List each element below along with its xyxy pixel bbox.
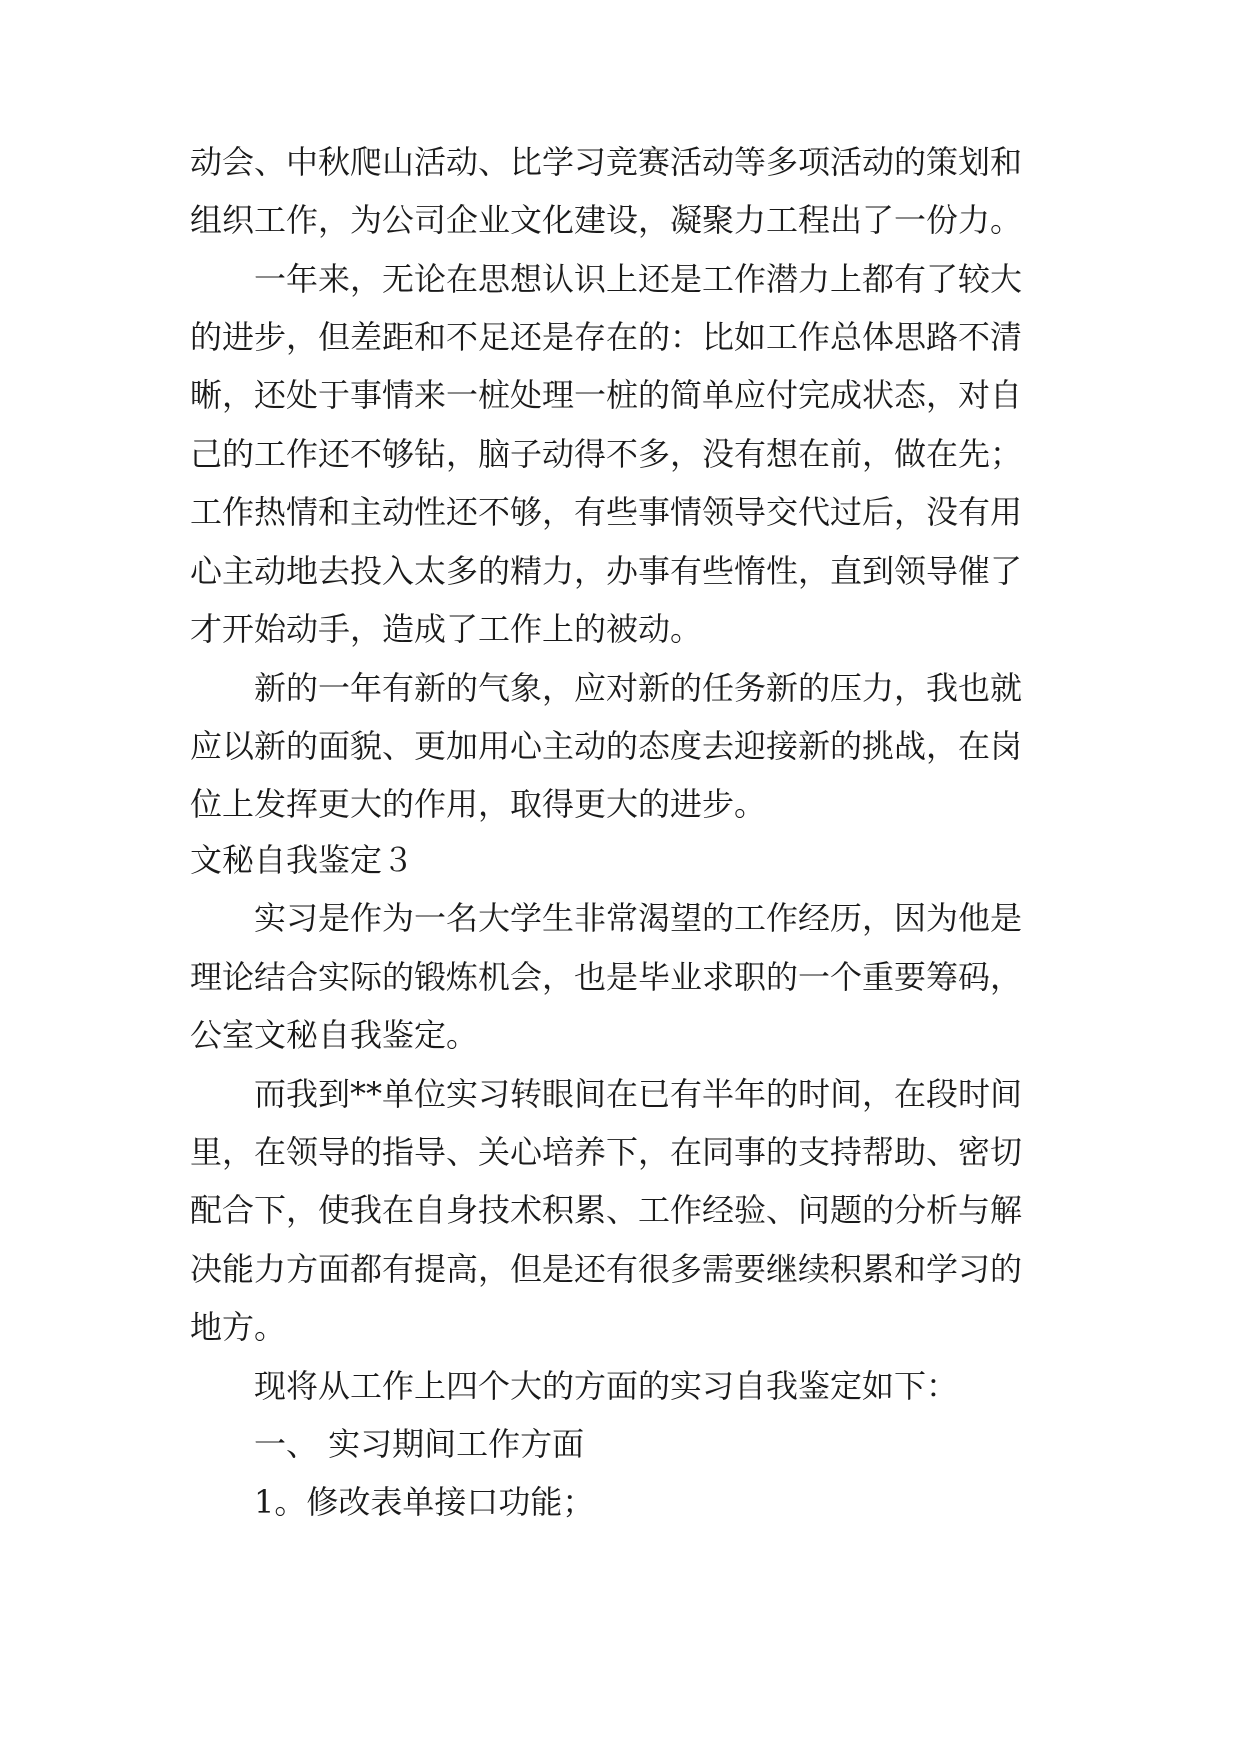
text-line: 理论结合实际的锻炼机会，也是毕业求职的一个重要筹码， (190, 958, 1023, 996)
list-heading: 一、 实习期间工作方面 (254, 1425, 585, 1463)
text-line: 组织工作，为公司企业文化建设，凝聚力工程出了一份力。 (190, 201, 1023, 239)
section-heading: 文秘自我鉴定３ (190, 841, 415, 879)
text-line: 配合下，使我在自身技术积累、工作经验、问题的分析与解 (190, 1191, 1023, 1229)
text-line: 新的一年有新的气象，应对新的任务新的压力，我也就 (254, 669, 1023, 707)
text-line: 而我到**单位实习转眼间在已有半年的时间，在段时间 (254, 1075, 1023, 1113)
text-line: 里，在领导的指导、关心培养下，在同事的支持帮助、密切 (190, 1133, 1023, 1171)
text-line: 一年来，无论在思想认识上还是工作潜力上都有了较大 (254, 260, 1023, 298)
text-line: 己的工作还不够钻，脑子动得不多，没有想在前，做在先； (190, 435, 1023, 473)
text-line: 决能力方面都有提高，但是还有很多需要继续积累和学习的 (190, 1250, 1023, 1288)
text-line: 实习是作为一名大学生非常渴望的工作经历，因为他是 (254, 899, 1023, 937)
text-line: 位上发挥更大的作用，取得更大的进步。 (190, 785, 767, 823)
text-line: 公室文秘自我鉴定。 (190, 1016, 479, 1054)
text-line: 地方。 (190, 1308, 287, 1346)
text-line: 应以新的面貌、更加用心主动的态度去迎接新的挑战，在岗 (190, 727, 1023, 765)
list-item: 1。修改表单接口功能； (254, 1483, 595, 1521)
text-line: 晰，还处于事情来一桩处理一桩的简单应付完成状态，对自 (190, 376, 1023, 414)
text-line: 现将从工作上四个大的方面的实习自我鉴定如下： (254, 1367, 959, 1405)
text-line: 的进步，但差距和不足还是存在的：比如工作总体思路不清 (190, 318, 1023, 356)
text-line: 才开始动手，造成了工作上的被动。 (190, 610, 703, 648)
text-line: 心主动地去投入太多的精力，办事有些惰性，直到领导催了 (190, 552, 1023, 590)
text-line: 动会、中秋爬山活动、比学习竞赛活动等多项活动的策划和 (190, 143, 1023, 181)
text-line: 工作热情和主动性还不够，有些事情领导交代过后，没有用 (190, 493, 1023, 531)
